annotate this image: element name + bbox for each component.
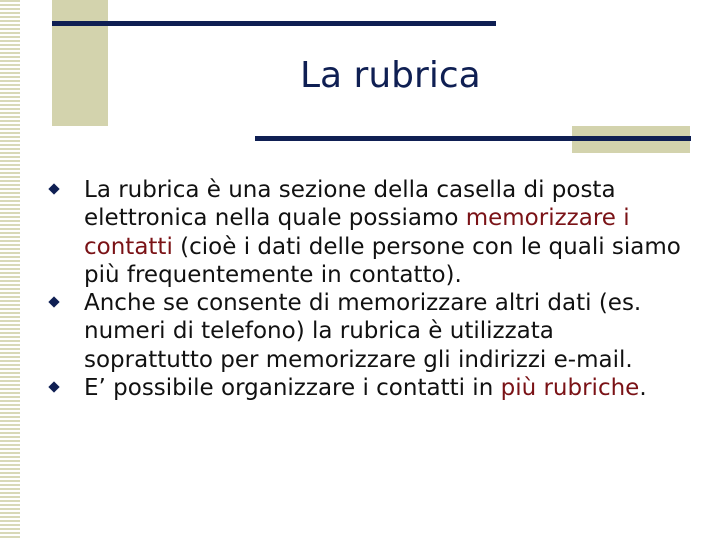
diamond-bullet-icon <box>48 183 59 194</box>
bullet-item <box>50 176 690 289</box>
decorative-line-top <box>52 21 496 26</box>
bullet-text: . <box>639 375 647 402</box>
bullet-text: (cioè i dati delle persone con le quali siamo più frequentemente in contatto). <box>84 233 681 288</box>
diamond-bullet-icon <box>48 381 59 392</box>
left-striped-margin <box>0 0 20 540</box>
bullet-item <box>50 289 690 374</box>
bullet-text: La rubrica è una sezione della casella di posta elettronica nella quale possiamo <box>84 177 616 232</box>
slide-body <box>50 176 690 402</box>
highlighted-text: più rubriche <box>500 375 640 402</box>
decorative-line-bottom <box>255 136 691 141</box>
bullet-item <box>50 374 690 402</box>
highlighted-text: memorizzare i contatti <box>84 205 630 260</box>
bullet-text: Anche se consente di memorizzare altri dati (es. numeri di telefono) la rubrica è utilizzata soprattutto per memorizzare gli indirizzi e-mail. <box>84 290 642 373</box>
slide-title: La rubrica <box>300 55 481 96</box>
bullet-text: E’ possibile organizzare i contatti in <box>84 375 501 402</box>
diamond-bullet-icon <box>48 297 59 308</box>
decorative-block-top <box>52 0 108 126</box>
